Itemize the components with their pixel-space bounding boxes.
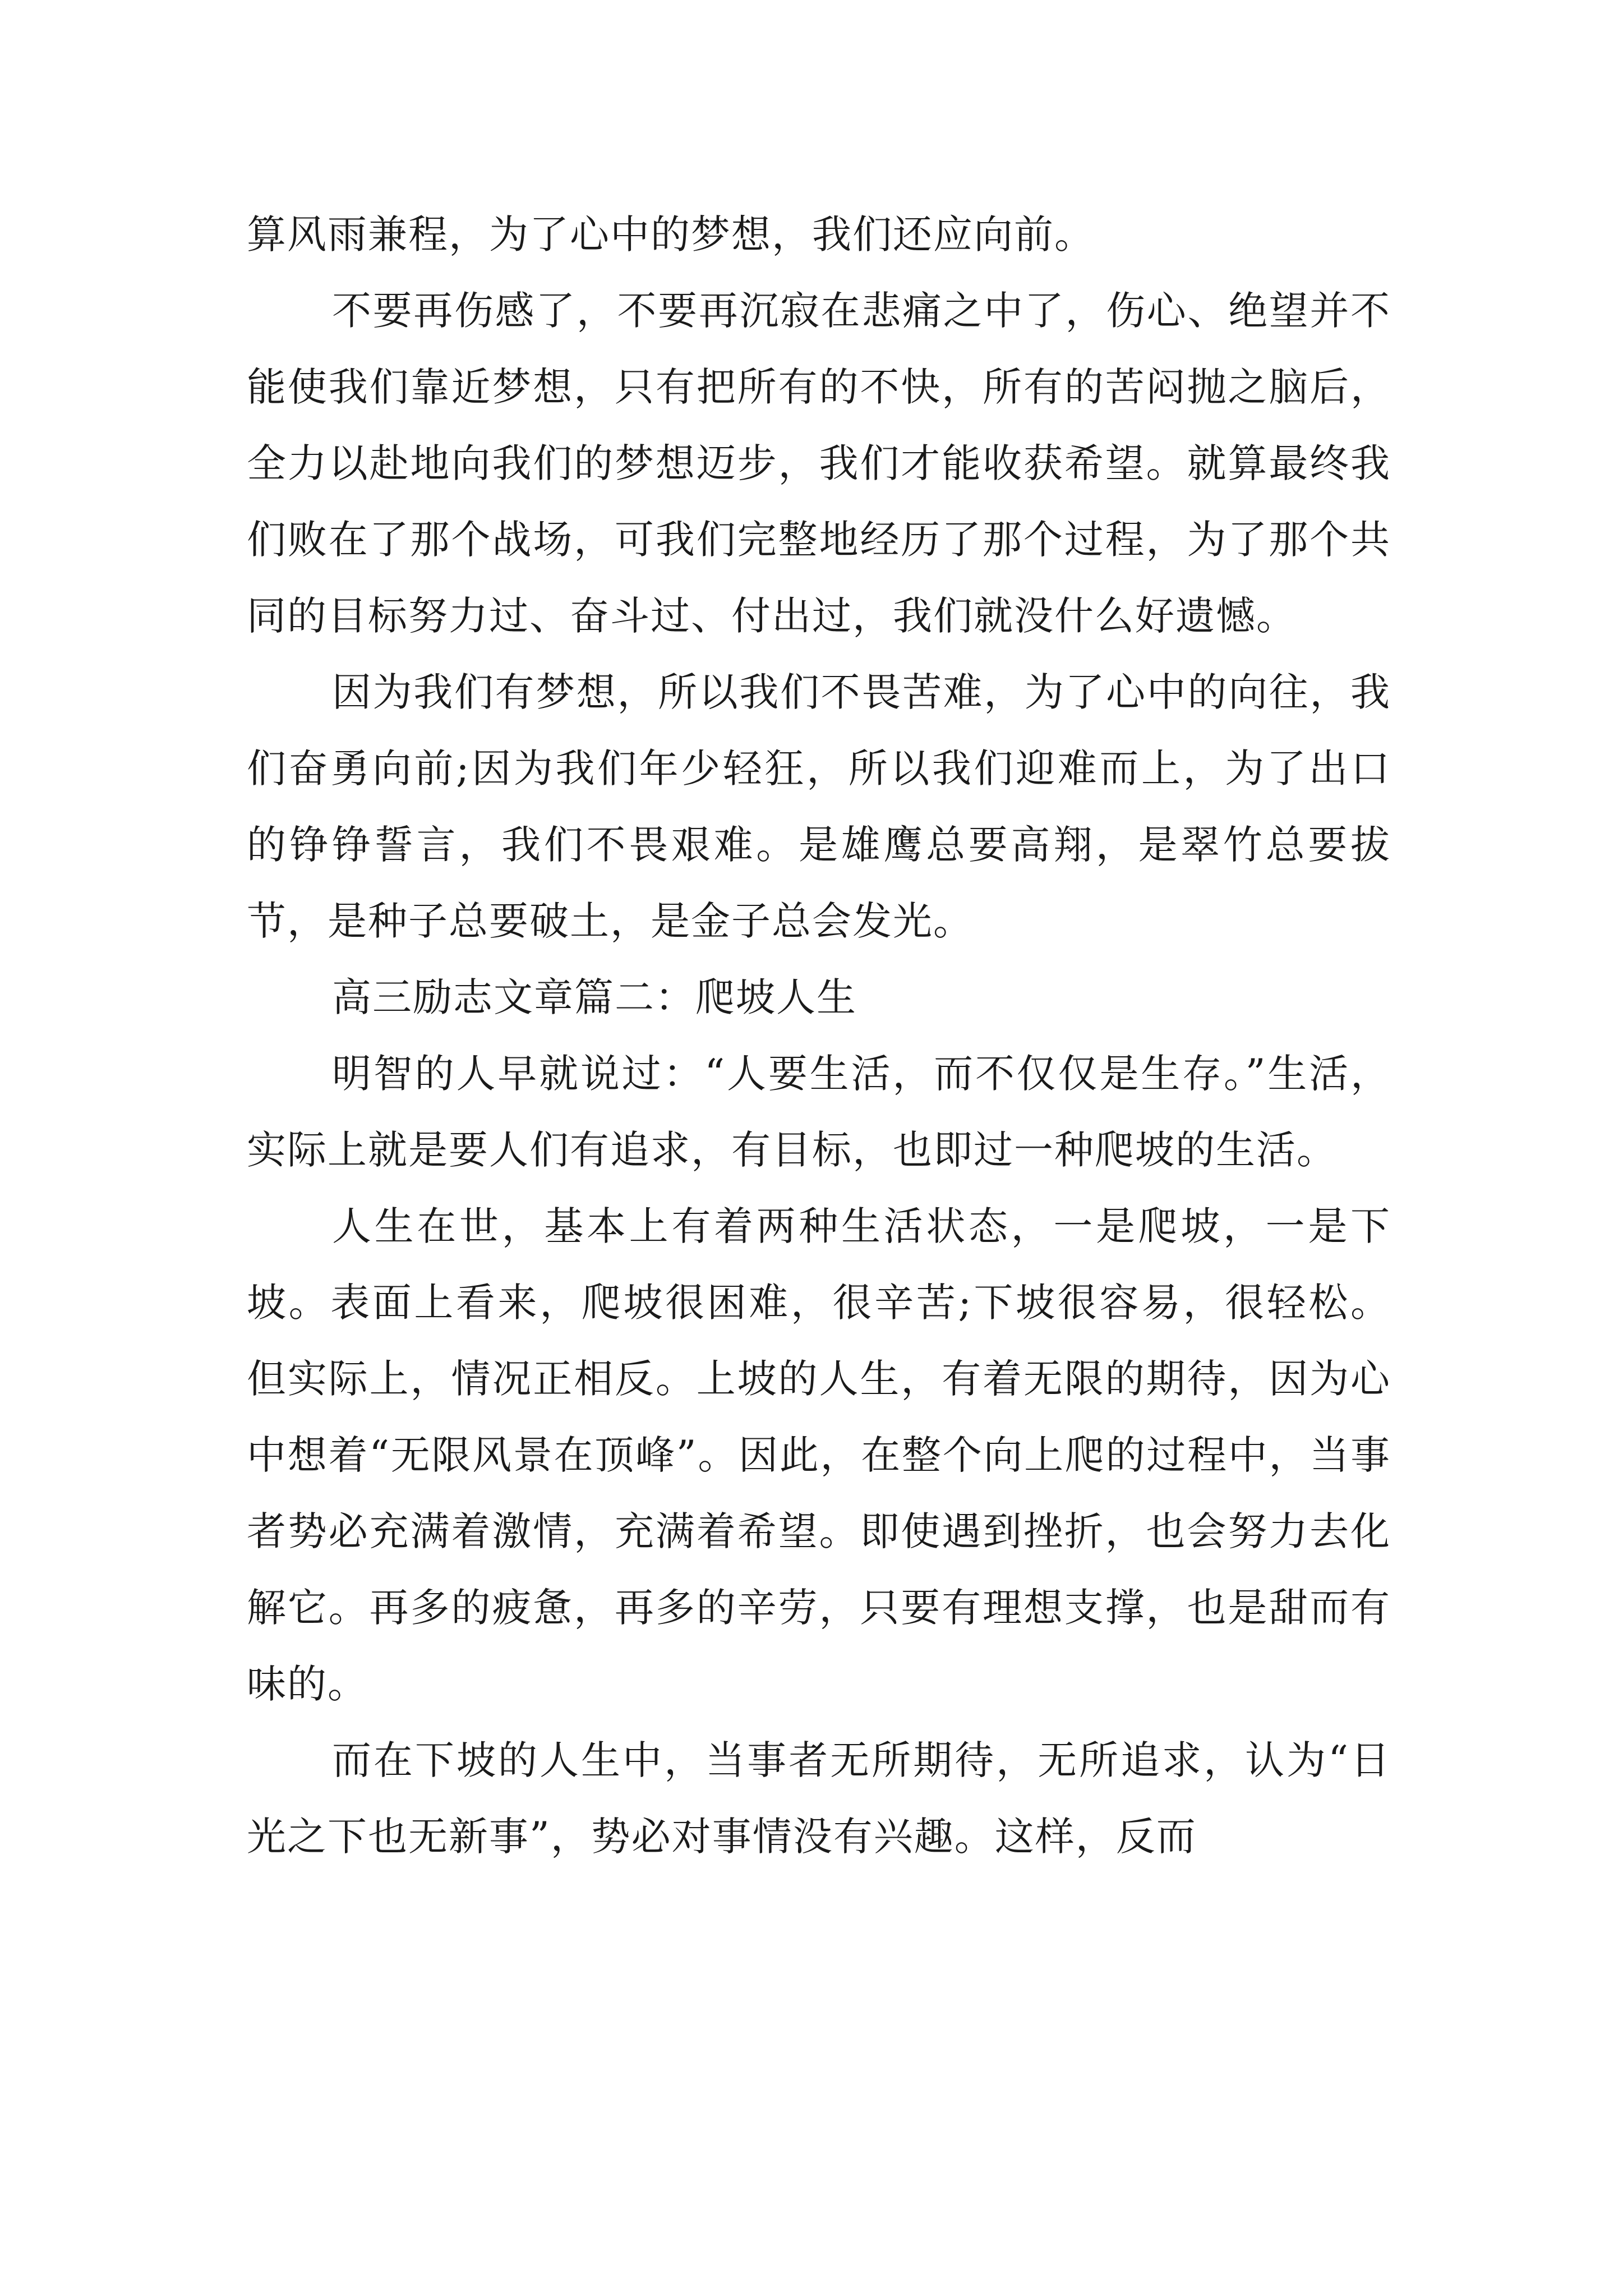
body-text <box>247 196 1391 1875</box>
paragraph-1: 算风雨兼程，为了心中的梦想，我们还应向前。 <box>247 211 1095 257</box>
paragraph-6: 人生在世，基本上有着两种生活状态，一是爬坡，一是下坡。表面上看来，爬坡很困难，很辛苦;下坡很容易，很轻松。但实际上，情况正相反。上坡的人生，有着无限的期待，因为心中想着“无限风景在顶峰”。因此，在整个向上爬的过程中，当事者势必充满着激情，充满着希望。即使遇到挫折，也会努力去化解它。再多的疲惫，再多的辛劳，只要有理想支撑，也是甜而有味的。 <box>247 1203 1391 1707</box>
paragraph-2: 不要再伤感了，不要再沉寂在悲痛之中了，伤心、绝望并不能使我们靠近梦想，只有把所有的不快，所有的苦闷抛之脑后，全力以赴地向我们的梦想迈步，我们才能收获希望。就算最终我们败在了那个战场，可我们完整地经历了那个过程，为了那个共同的目标努力过、奋斗过、付出过，我们就没什么好遗憾。 <box>247 288 1391 639</box>
paragraph-7: 而在下坡的人生中，当事者无所期待，无所追求，认为“日光之下也无新事”，势必对事情没有兴趣。这样，反而 <box>247 1737 1391 1860</box>
paragraph-3: 因为我们有梦想，所以我们不畏苦难，为了心中的向往，我们奋勇向前;因为我们年少轻狂，所以我们迎难而上，为了出口的铮铮誓言，我们不畏艰难。是雄鹰总要高翔，是翠竹总要拔节，是种子总要破土，是金子总会发光。 <box>247 669 1391 944</box>
section-heading: 高三励志文章篇二：爬坡人生 <box>332 974 857 1020</box>
paragraph-5: 明智的人早就说过：“人要生活，而不仅仅是生存。”生活，实际上就是要人们有追求，有目标，也即过一种爬坡的生活。 <box>247 1051 1391 1173</box>
